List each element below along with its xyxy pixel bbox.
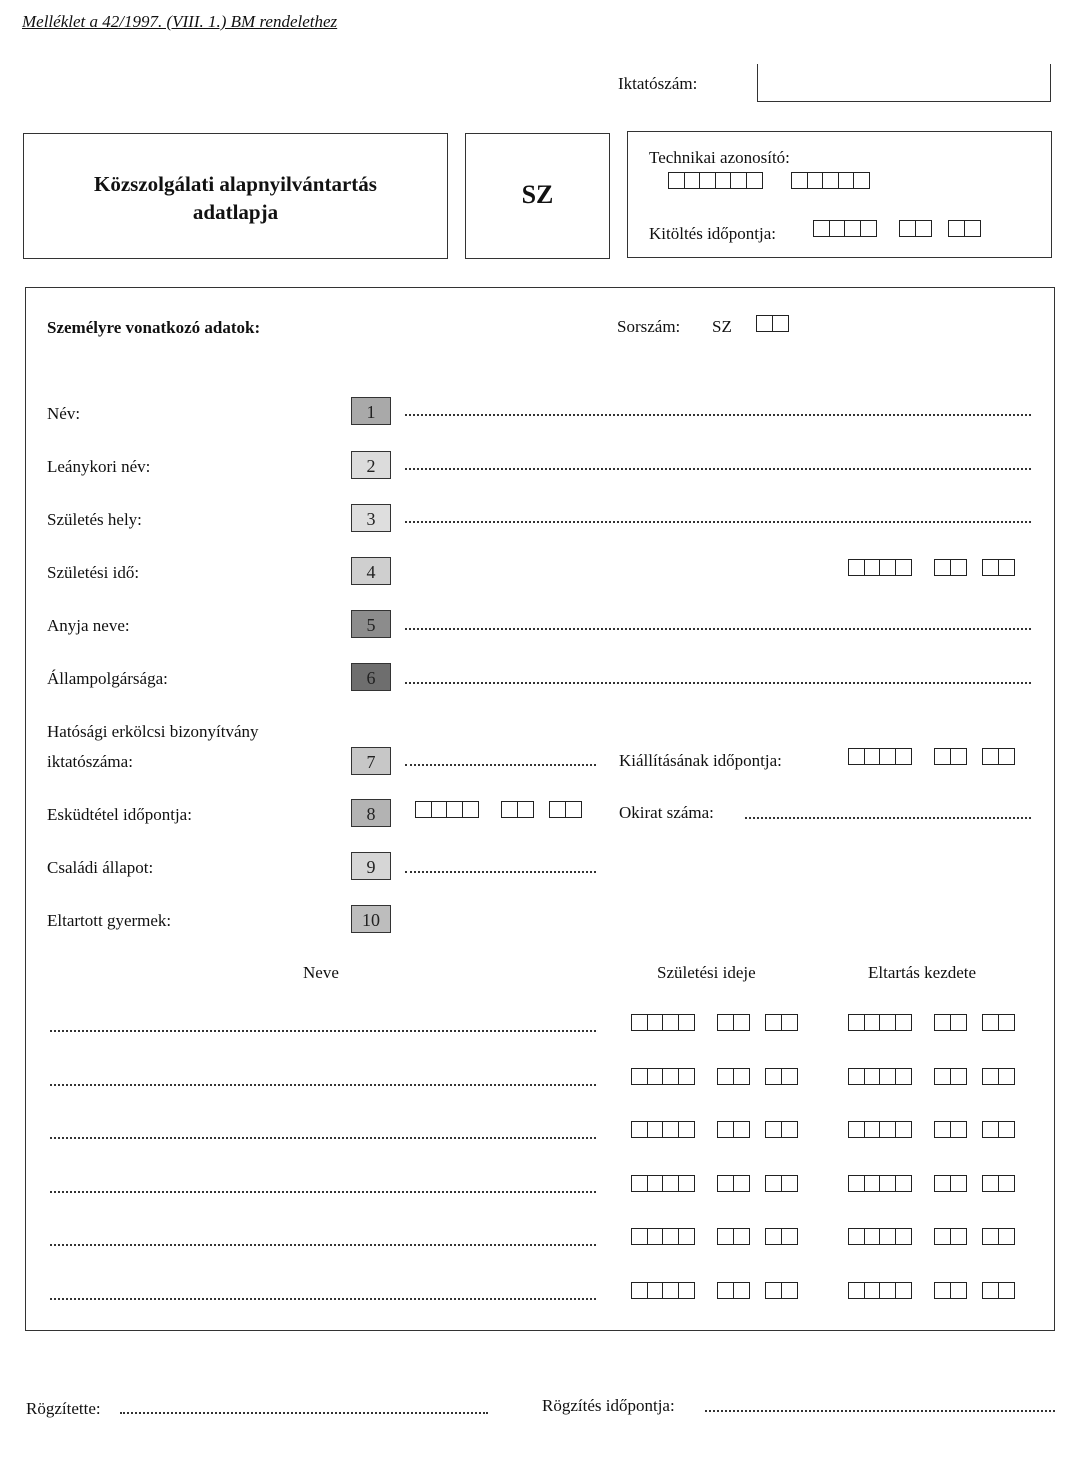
child-support-year[interactable] (848, 1014, 910, 1032)
child-name-line[interactable] (50, 1298, 596, 1300)
child-support-year[interactable] (848, 1175, 910, 1193)
child-name-line[interactable] (50, 1084, 596, 1086)
field-label-csaladi-allapot: Családi állapot: (47, 858, 154, 877)
child-support-month[interactable] (934, 1175, 965, 1193)
field-label-anyja-neve: Anyja neve: (47, 616, 130, 635)
sz-box (465, 133, 610, 259)
child-birth-month[interactable] (717, 1228, 748, 1246)
field-label-nev: Név: (47, 404, 81, 423)
children-header-birth: Születési ideje (657, 963, 756, 982)
technical-box (627, 131, 1052, 258)
child-name-line[interactable] (50, 1030, 596, 1032)
child-name-line[interactable] (50, 1137, 596, 1139)
child-birth-day[interactable] (765, 1175, 796, 1193)
nev-line[interactable] (405, 414, 1031, 416)
child-birth-day[interactable] (765, 1121, 796, 1139)
fill-date-month[interactable] (899, 220, 930, 238)
oath-date-year[interactable] (415, 801, 477, 819)
child-support-day[interactable] (982, 1121, 1013, 1139)
birth-date-year[interactable] (848, 559, 910, 577)
field-number-7: 7 (351, 747, 391, 775)
child-birth-day[interactable] (765, 1014, 796, 1032)
issue-date-year[interactable] (848, 748, 910, 766)
child-birth-month[interactable] (717, 1282, 748, 1300)
fill-date-label: Kitöltés időpontja: (649, 224, 777, 243)
csaladi-allapot-line[interactable] (405, 871, 596, 873)
child-support-year[interactable] (848, 1228, 910, 1246)
sz-code: SZ (521, 180, 554, 209)
birth-date-month[interactable] (934, 559, 965, 577)
anyja-neve-line[interactable] (405, 628, 1031, 630)
child-birth-year[interactable] (631, 1282, 693, 1300)
field-label-leanykori-nev: Leánykori név: (47, 457, 151, 476)
child-support-year[interactable] (848, 1068, 910, 1086)
tech-id-cells-b[interactable] (791, 172, 869, 190)
child-birth-month[interactable] (717, 1068, 748, 1086)
document-number-line[interactable] (745, 817, 1031, 819)
iktatoszam-label: Iktatószám: (618, 74, 698, 93)
recorded-by-label: Rögzítette: (26, 1399, 101, 1418)
child-birth-year[interactable] (631, 1175, 693, 1193)
recorded-at-label: Rögzítés időpontja: (542, 1396, 675, 1415)
child-birth-year[interactable] (631, 1068, 693, 1086)
child-birth-month[interactable] (717, 1014, 748, 1032)
child-name-line[interactable] (50, 1191, 596, 1193)
birth-date-day[interactable] (982, 559, 1013, 577)
field-number-5: 5 (351, 610, 391, 638)
form-title-line1: Közszolgálati alapnyilvántartás (94, 172, 377, 196)
child-support-day[interactable] (982, 1228, 1013, 1246)
child-name-line[interactable] (50, 1244, 596, 1246)
child-support-year[interactable] (848, 1121, 910, 1139)
child-birth-day[interactable] (765, 1228, 796, 1246)
children-header-name: Neve (303, 963, 339, 982)
allampolgarsag-line[interactable] (405, 682, 1031, 684)
annex-reference: Melléklet a 42/1997. (VIII. 1.) BM rendelethez (22, 12, 338, 31)
erkolcsi-iktatoszam-line[interactable] (405, 764, 596, 766)
child-birth-month[interactable] (717, 1175, 748, 1193)
issue-date-month[interactable] (934, 748, 965, 766)
children-header-support-start: Eltartás kezdete (868, 963, 977, 982)
iktatoszam-field[interactable] (757, 64, 1051, 102)
field-number-1: 1 (351, 397, 391, 425)
child-support-day[interactable] (982, 1014, 1013, 1032)
fill-date-day[interactable] (948, 220, 979, 238)
child-support-month[interactable] (934, 1121, 965, 1139)
field-number-9: 9 (351, 852, 391, 880)
recorded-by-line[interactable] (120, 1412, 488, 1414)
sorszam-prefix: SZ (712, 317, 732, 336)
form-title-line2: adatlapja (192, 200, 279, 224)
field-label-eltartott-gyermek: Eltartott gyermek: (47, 911, 172, 930)
child-birth-year[interactable] (631, 1121, 693, 1139)
oath-date-month[interactable] (501, 801, 532, 819)
section-title: Személyre vonatkozó adatok: (47, 318, 261, 337)
field-number-10: 10 (351, 905, 391, 933)
tech-id-cells-a[interactable] (668, 172, 761, 190)
child-support-month[interactable] (934, 1014, 965, 1032)
field-label-szuletesi-ido: Születési idő: (47, 563, 140, 582)
field-number-2: 2 (351, 451, 391, 479)
fill-date-year[interactable] (813, 220, 875, 238)
sorszam-label: Sorszám: (617, 317, 681, 336)
form-title-box (23, 133, 448, 259)
sorszam-cells[interactable] (756, 315, 787, 333)
child-support-day[interactable] (982, 1068, 1013, 1086)
field-label-szuletes-hely: Születés hely: (47, 510, 142, 529)
document-number-label: Okirat száma: (619, 803, 714, 822)
child-support-day[interactable] (982, 1175, 1013, 1193)
child-birth-month[interactable] (717, 1121, 748, 1139)
oath-date-day[interactable] (549, 801, 580, 819)
field-number-6: 6 (351, 663, 391, 691)
field-number-3: 3 (351, 504, 391, 532)
child-support-year[interactable] (848, 1282, 910, 1300)
child-support-month[interactable] (934, 1282, 965, 1300)
form-title (24, 170, 447, 226)
field-label-erkolcsi-line1: Hatósági erkölcsi bizonyítvány (47, 722, 259, 741)
field-number-4: 4 (351, 557, 391, 585)
child-birth-year[interactable] (631, 1014, 693, 1032)
leanykori-nev-line[interactable] (405, 468, 1031, 470)
field-label-erkolcsi-line2: iktatószáma: (47, 752, 133, 771)
tech-id-label: Technikai azonosító: (649, 148, 790, 167)
field-label-allampolgarsag: Állampolgársága: (47, 669, 168, 688)
child-support-day[interactable] (982, 1282, 1013, 1300)
child-support-month[interactable] (934, 1068, 965, 1086)
szuletes-hely-line[interactable] (405, 521, 1031, 523)
field-number-8: 8 (351, 799, 391, 827)
child-birth-day[interactable] (765, 1068, 796, 1086)
child-birth-year[interactable] (631, 1228, 693, 1246)
recorded-at-line[interactable] (705, 1410, 1055, 1412)
issue-date-day[interactable] (982, 748, 1013, 766)
child-support-month[interactable] (934, 1228, 965, 1246)
child-birth-day[interactable] (765, 1282, 796, 1300)
issue-date-label: Kiállításának időpontja: (619, 751, 782, 770)
field-label-eskutetel: Esküdtétel időpontja: (47, 805, 192, 824)
